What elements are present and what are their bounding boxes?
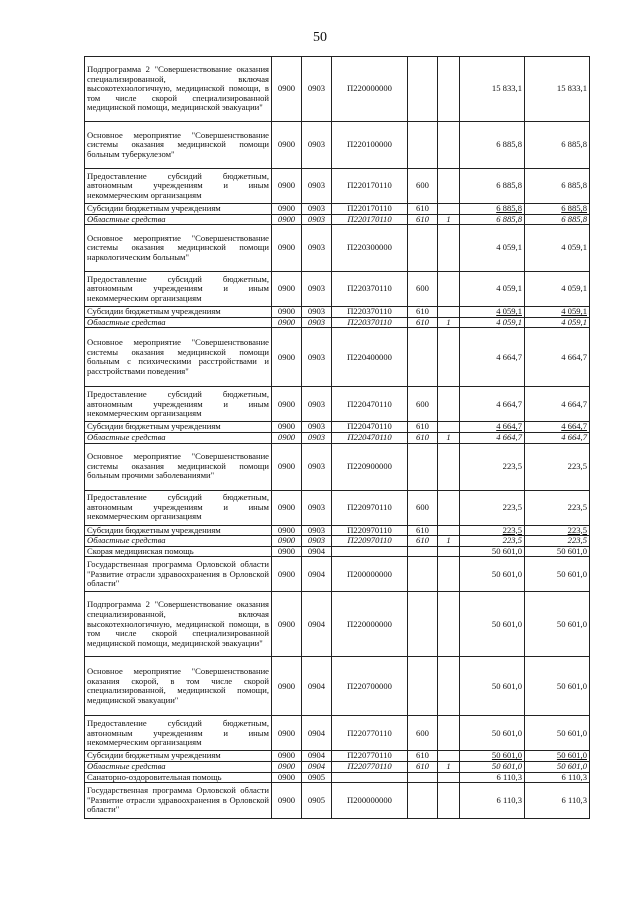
target-article-code: П220370110 <box>332 307 408 318</box>
target-article-code: П220000000 <box>332 57 408 122</box>
subsection-code: 0903 <box>302 225 332 272</box>
amount-year-2: 15 833,1 <box>525 57 590 122</box>
target-article-code: П220370110 <box>332 317 408 328</box>
amount-year-1: 4 059,1 <box>460 272 525 307</box>
funding-source-code: 1 <box>438 536 460 547</box>
row-name: Областные средства <box>85 432 272 443</box>
amount-year-1: 6 885,8 <box>460 204 525 215</box>
table-row <box>85 122 590 169</box>
funding-source-code <box>438 272 460 307</box>
subsection-code: 0904 <box>302 657 332 716</box>
subsection-code: 0903 <box>302 122 332 169</box>
amount-year-1: 4 664,7 <box>460 422 525 433</box>
amount-year-1: 4 664,7 <box>460 432 525 443</box>
table-row <box>85 525 590 536</box>
funding-source-code <box>438 490 460 525</box>
amount-year-2: 4 664,7 <box>525 328 590 387</box>
amount-year-1: 223,5 <box>460 490 525 525</box>
row-name: Подпрограмма 2 "Совершенствование оказания специализированной, включая высокотехнологичную, медицинской помощи, в том числе скорой специализированной медицинской помощи, медицинской эвакуации" <box>85 592 272 657</box>
subsection-code: 0903 <box>302 443 332 490</box>
subsection-code: 0904 <box>302 751 332 762</box>
amount-year-1: 6 885,8 <box>460 122 525 169</box>
expense-type-code: 600 <box>408 490 438 525</box>
funding-source-code <box>438 307 460 318</box>
funding-source-code <box>438 387 460 422</box>
section-code: 0900 <box>272 272 302 307</box>
expense-type-code <box>408 557 438 592</box>
row-name: Основное мероприятие "Совершенствование системы оказания медицинской помощи больным с психическими расстройствами и расстройствами поведения" <box>85 328 272 387</box>
row-name: Государственная программа Орловской области "Развитие отрасли здравоохранения в Орловской области" <box>85 557 272 592</box>
amount-year-1: 4 059,1 <box>460 317 525 328</box>
subsection-code: 0903 <box>302 214 332 225</box>
expense-type-code: 600 <box>408 272 438 307</box>
expense-type-code: 600 <box>408 716 438 751</box>
funding-source-code <box>438 525 460 536</box>
table-row <box>85 772 590 783</box>
subsection-code: 0905 <box>302 772 332 783</box>
row-name: Подпрограмма 2 "Совершенствование оказания специализированной, включая высокотехнологичную, медицинской помощи, в том числе скорой специализированной медицинской помощи, медицинской эвакуации" <box>85 57 272 122</box>
row-name: Субсидии бюджетным учреждениям <box>85 307 272 318</box>
table-row <box>85 443 590 490</box>
target-article-code <box>332 546 408 557</box>
table-row <box>85 317 590 328</box>
subsection-code: 0905 <box>302 783 332 819</box>
section-code: 0900 <box>272 57 302 122</box>
amount-year-1: 50 601,0 <box>460 657 525 716</box>
target-article-code: П220900000 <box>332 443 408 490</box>
table-row <box>85 225 590 272</box>
section-code: 0900 <box>272 387 302 422</box>
amount-year-2: 50 601,0 <box>525 592 590 657</box>
target-article-code: П220000000 <box>332 592 408 657</box>
table-row <box>85 57 590 122</box>
expense-type-code: 610 <box>408 536 438 547</box>
amount-year-1: 4 059,1 <box>460 225 525 272</box>
funding-source-code <box>438 716 460 751</box>
table-row <box>85 387 590 422</box>
section-code: 0900 <box>272 307 302 318</box>
row-name: Скорая медицинская помощь <box>85 546 272 557</box>
amount-year-2: 4 664,7 <box>525 432 590 443</box>
amount-year-2: 6 885,8 <box>525 169 590 204</box>
subsection-code: 0903 <box>302 432 332 443</box>
funding-source-code <box>438 772 460 783</box>
amount-year-1: 223,5 <box>460 525 525 536</box>
section-code: 0900 <box>272 716 302 751</box>
funding-source-code: 1 <box>438 761 460 772</box>
target-article-code: П220970110 <box>332 490 408 525</box>
amount-year-2: 50 601,0 <box>525 557 590 592</box>
section-code: 0900 <box>272 214 302 225</box>
target-article-code: П220970110 <box>332 536 408 547</box>
funding-source-code: 1 <box>438 317 460 328</box>
expense-type-code <box>408 783 438 819</box>
funding-source-code <box>438 592 460 657</box>
amount-year-1: 223,5 <box>460 443 525 490</box>
section-code: 0900 <box>272 443 302 490</box>
subsection-code: 0904 <box>302 546 332 557</box>
amount-year-2: 50 601,0 <box>525 761 590 772</box>
expense-type-code <box>408 57 438 122</box>
funding-source-code: 1 <box>438 214 460 225</box>
table-row <box>85 169 590 204</box>
funding-source-code <box>438 169 460 204</box>
section-code: 0900 <box>272 761 302 772</box>
row-name: Предоставление субсидий бюджетным, автономным учреждениям и иным некоммерческим организациям <box>85 716 272 751</box>
amount-year-2: 50 601,0 <box>525 657 590 716</box>
page-number: 50 <box>313 30 327 45</box>
amount-year-1: 6 110,3 <box>460 783 525 819</box>
table-row <box>85 546 590 557</box>
row-name: Государственная программа Орловской области "Развитие отрасли здравоохранения в Орловской области" <box>85 783 272 819</box>
amount-year-2: 223,5 <box>525 490 590 525</box>
section-code: 0900 <box>272 317 302 328</box>
amount-year-1: 50 601,0 <box>460 761 525 772</box>
section-code: 0900 <box>272 525 302 536</box>
amount-year-2: 223,5 <box>525 443 590 490</box>
target-article-code: П200000000 <box>332 557 408 592</box>
funding-source-code <box>438 657 460 716</box>
table-row <box>85 307 590 318</box>
table-row <box>85 557 590 592</box>
target-article-code: П220470110 <box>332 422 408 433</box>
section-code: 0900 <box>272 169 302 204</box>
subsection-code: 0903 <box>302 536 332 547</box>
section-code: 0900 <box>272 546 302 557</box>
section-code: 0900 <box>272 557 302 592</box>
funding-source-code: 1 <box>438 432 460 443</box>
row-name: Основное мероприятие "Совершенствование оказания скорой, в том числе скорой специализированной, медицинской помощи, медицинской эвакуации" <box>85 657 272 716</box>
table-row <box>85 422 590 433</box>
amount-year-1: 4 059,1 <box>460 307 525 318</box>
amount-year-1: 6 885,8 <box>460 169 525 204</box>
target-article-code: П220770110 <box>332 716 408 751</box>
row-name: Основное мероприятие "Совершенствование системы оказания медицинской помощи больным прочими заболеваниями" <box>85 443 272 490</box>
section-code: 0900 <box>272 490 302 525</box>
expense-type-code <box>408 772 438 783</box>
subsection-code: 0903 <box>302 525 332 536</box>
subsection-code: 0903 <box>302 328 332 387</box>
row-name: Субсидии бюджетным учреждениям <box>85 204 272 215</box>
subsection-code: 0904 <box>302 761 332 772</box>
amount-year-1: 4 664,7 <box>460 387 525 422</box>
row-name: Предоставление субсидий бюджетным, автономным учреждениям и иным некоммерческим организациям <box>85 490 272 525</box>
table-row <box>85 328 590 387</box>
target-article-code: П220970110 <box>332 525 408 536</box>
target-article-code: П220770110 <box>332 751 408 762</box>
funding-source-code <box>438 422 460 433</box>
table-row <box>85 272 590 307</box>
amount-year-2: 50 601,0 <box>525 716 590 751</box>
expense-type-code: 610 <box>408 307 438 318</box>
expense-type-code: 610 <box>408 761 438 772</box>
row-name: Предоставление субсидий бюджетным, автономным учреждениям и иным некоммерческим организациям <box>85 169 272 204</box>
row-name: Предоставление субсидий бюджетным, автономным учреждениям и иным некоммерческим организациям <box>85 272 272 307</box>
amount-year-1: 50 601,0 <box>460 716 525 751</box>
expense-type-code: 610 <box>408 317 438 328</box>
row-name: Предоставление субсидий бюджетным, автономным учреждениям и иным некоммерческим организациям <box>85 387 272 422</box>
subsection-code: 0903 <box>302 272 332 307</box>
section-code: 0900 <box>272 783 302 819</box>
row-name: Субсидии бюджетным учреждениям <box>85 525 272 536</box>
amount-year-1: 50 601,0 <box>460 546 525 557</box>
funding-source-code <box>438 443 460 490</box>
row-name: Субсидии бюджетным учреждениям <box>85 751 272 762</box>
target-article-code: П220170110 <box>332 204 408 215</box>
section-code: 0900 <box>272 122 302 169</box>
target-article-code: П220370110 <box>332 272 408 307</box>
subsection-code: 0904 <box>302 592 332 657</box>
subsection-code: 0903 <box>302 169 332 204</box>
amount-year-2: 6 110,3 <box>525 783 590 819</box>
funding-source-code <box>438 57 460 122</box>
table-row <box>85 214 590 225</box>
amount-year-2: 4 664,7 <box>525 387 590 422</box>
table-row <box>85 490 590 525</box>
section-code: 0900 <box>272 751 302 762</box>
funding-source-code <box>438 546 460 557</box>
expense-type-code: 610 <box>408 214 438 225</box>
amount-year-1: 50 601,0 <box>460 557 525 592</box>
subsection-code: 0903 <box>302 490 332 525</box>
funding-source-code <box>438 204 460 215</box>
row-name: Субсидии бюджетным учреждениям <box>85 422 272 433</box>
expense-type-code <box>408 328 438 387</box>
section-code: 0900 <box>272 432 302 443</box>
row-name: Областные средства <box>85 317 272 328</box>
target-article-code: П220300000 <box>332 225 408 272</box>
funding-source-code <box>438 783 460 819</box>
expense-type-code: 610 <box>408 422 438 433</box>
amount-year-2: 6 885,8 <box>525 204 590 215</box>
section-code: 0900 <box>272 204 302 215</box>
section-code: 0900 <box>272 536 302 547</box>
amount-year-2: 6 885,8 <box>525 122 590 169</box>
subsection-code: 0903 <box>302 204 332 215</box>
amount-year-2: 4 059,1 <box>525 225 590 272</box>
table-row <box>85 751 590 762</box>
expense-type-code <box>408 657 438 716</box>
row-name: Основное мероприятие "Совершенствование системы оказания медицинской помощи больным туберкулезом" <box>85 122 272 169</box>
table-row <box>85 657 590 716</box>
amount-year-1: 50 601,0 <box>460 751 525 762</box>
amount-year-2: 4 059,1 <box>525 317 590 328</box>
table-row <box>85 716 590 751</box>
subsection-code: 0904 <box>302 716 332 751</box>
section-code: 0900 <box>272 225 302 272</box>
amount-year-1: 50 601,0 <box>460 592 525 657</box>
amount-year-2: 4 664,7 <box>525 422 590 433</box>
amount-year-1: 4 664,7 <box>460 328 525 387</box>
section-code: 0900 <box>272 657 302 716</box>
expense-type-code: 600 <box>408 169 438 204</box>
row-name: Областные средства <box>85 761 272 772</box>
amount-year-2: 4 059,1 <box>525 307 590 318</box>
target-article-code: П220170110 <box>332 214 408 225</box>
target-article-code: П220700000 <box>332 657 408 716</box>
funding-source-code <box>438 328 460 387</box>
section-code: 0900 <box>272 422 302 433</box>
subsection-code: 0903 <box>302 317 332 328</box>
amount-year-2: 6 885,8 <box>525 214 590 225</box>
expense-type-code: 610 <box>408 432 438 443</box>
amount-year-1: 15 833,1 <box>460 57 525 122</box>
amount-year-2: 50 601,0 <box>525 546 590 557</box>
target-article-code: П220400000 <box>332 328 408 387</box>
row-name: Областные средства <box>85 214 272 225</box>
expense-type-code: 600 <box>408 387 438 422</box>
subsection-code: 0903 <box>302 307 332 318</box>
funding-source-code <box>438 751 460 762</box>
row-name: Санаторно-оздоровительная помощь <box>85 772 272 783</box>
expense-type-code <box>408 225 438 272</box>
target-article-code: П220470110 <box>332 387 408 422</box>
row-name: Областные средства <box>85 536 272 547</box>
amount-year-1: 6 110,3 <box>460 772 525 783</box>
subsection-code: 0903 <box>302 422 332 433</box>
amount-year-2: 6 110,3 <box>525 772 590 783</box>
amount-year-1: 6 885,8 <box>460 214 525 225</box>
funding-source-code <box>438 225 460 272</box>
table-row <box>85 204 590 215</box>
expense-type-code: 610 <box>408 204 438 215</box>
subsection-code: 0903 <box>302 57 332 122</box>
amount-year-2: 223,5 <box>525 525 590 536</box>
section-code: 0900 <box>272 328 302 387</box>
table-row <box>85 432 590 443</box>
row-name: Основное мероприятие "Совершенствование системы оказания медицинской помощи наркологическим больным" <box>85 225 272 272</box>
expense-type-code: 610 <box>408 751 438 762</box>
target-article-code: П220770110 <box>332 761 408 772</box>
expense-type-code <box>408 546 438 557</box>
subsection-code: 0904 <box>302 557 332 592</box>
expense-type-code <box>408 443 438 490</box>
funding-source-code <box>438 557 460 592</box>
target-article-code: П200000000 <box>332 783 408 819</box>
target-article-code <box>332 772 408 783</box>
amount-year-2: 50 601,0 <box>525 751 590 762</box>
section-code: 0900 <box>272 592 302 657</box>
amount-year-2: 223,5 <box>525 536 590 547</box>
amount-year-2: 4 059,1 <box>525 272 590 307</box>
table-row <box>85 783 590 819</box>
expense-type-code <box>408 122 438 169</box>
funding-source-code <box>438 122 460 169</box>
target-article-code: П220100000 <box>332 122 408 169</box>
amount-year-1: 223,5 <box>460 536 525 547</box>
subsection-code: 0903 <box>302 387 332 422</box>
table-row <box>85 761 590 772</box>
table-row <box>85 536 590 547</box>
table-row <box>85 592 590 657</box>
target-article-code: П220470110 <box>332 432 408 443</box>
section-code: 0900 <box>272 772 302 783</box>
expense-type-code <box>408 592 438 657</box>
target-article-code: П220170110 <box>332 169 408 204</box>
budget-table <box>84 56 590 819</box>
expense-type-code: 610 <box>408 525 438 536</box>
